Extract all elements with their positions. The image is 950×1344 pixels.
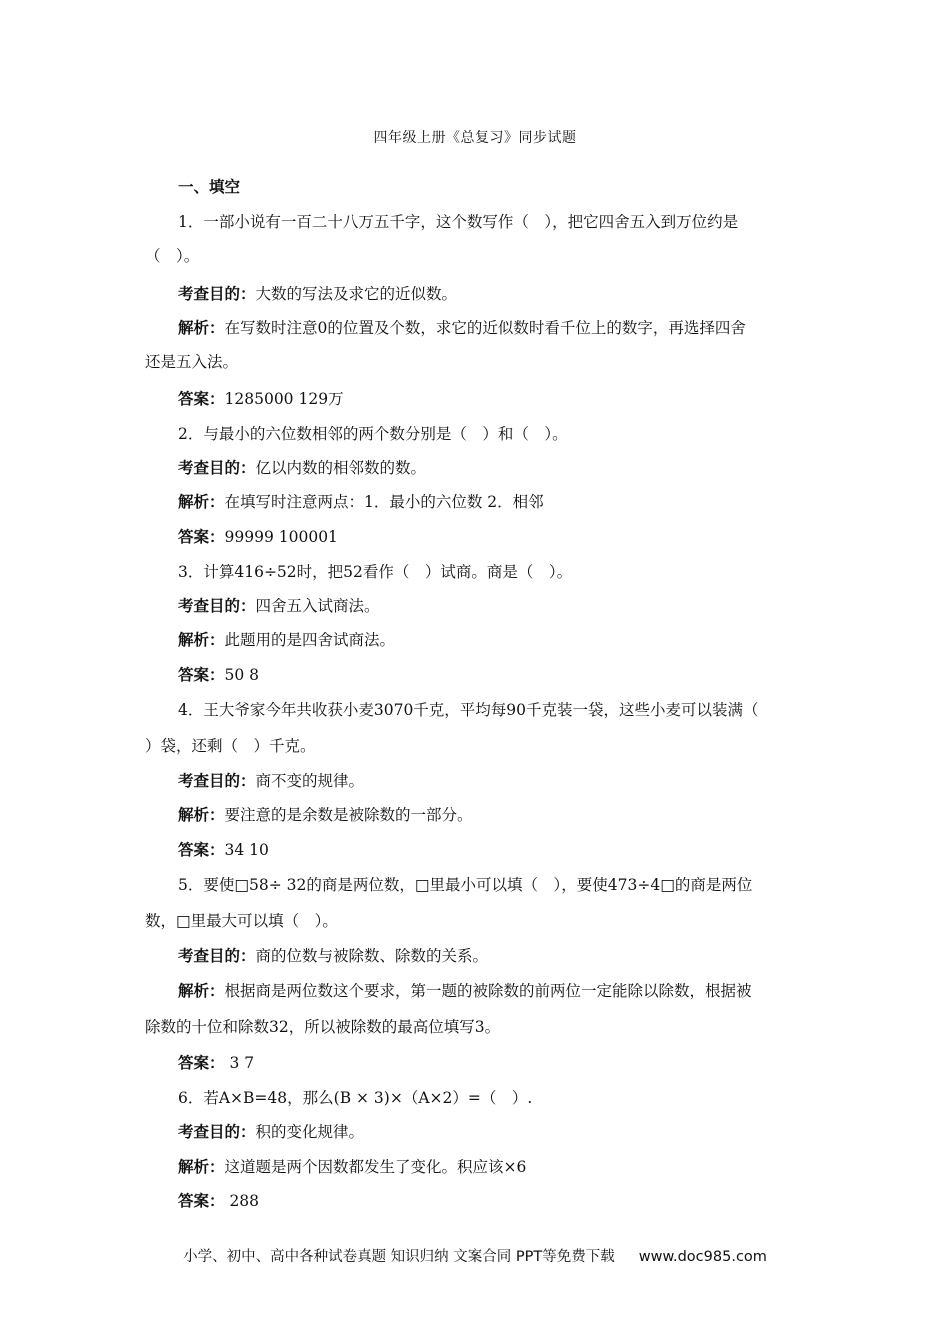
- answer-label: 答案：: [178, 1053, 225, 1072]
- analysis-text: 在填写时注意两点：1．最小的六位数 2．相邻: [224, 493, 544, 511]
- analysis-text: 这道题是两个因数都发生了变化。积应该×6: [224, 1158, 527, 1176]
- answer-label: 答案：: [178, 389, 225, 408]
- question-2-purpose: [178, 458, 818, 478]
- question-1-answer: [178, 389, 818, 409]
- question-5-purpose: [178, 946, 818, 966]
- purpose-text: 四舍五入试商法。: [255, 597, 380, 615]
- analysis-label: 解析：: [178, 805, 225, 824]
- analysis-label: 解析：: [178, 492, 225, 511]
- question-5-line-1: 5．要使□58÷ 32的商是两位数，□里最小可以填（ ），要使473÷4□的商是两位: [178, 876, 753, 894]
- purpose-text: 大数的写法及求它的近似数。: [255, 285, 458, 303]
- page-title: 四年级上册《总复习》同步试题: [373, 130, 577, 146]
- answer-label: 答案：: [178, 665, 225, 684]
- question-5-answer: [178, 1053, 818, 1073]
- question-4-purpose: [178, 771, 818, 791]
- analysis-text: 根据商是两位数这个要求，第一题的被除数的前两位一定能除以除数，根据被: [224, 982, 752, 1000]
- answer-text: 1285000 129万: [224, 390, 344, 408]
- footer-text: 小学、初中、高中各种试卷真题 知识归纳 文案合同 PPT等免费下载: [183, 1249, 615, 1265]
- question-2-analysis: [178, 492, 818, 512]
- purpose-label: 考查目的：: [178, 946, 256, 965]
- answer-label: 答案：: [178, 527, 225, 546]
- question-4-line-1: 4．王大爷家今年共收获小麦3070千克，平均每90千克装一袋，这些小麦可以装满（: [178, 701, 759, 719]
- question-5-line-2: 数，□里最大可以填（ ）。: [145, 912, 338, 930]
- question-1-analysis: [178, 318, 818, 338]
- answer-text: 3 7: [224, 1054, 255, 1072]
- answer-text: 288: [224, 1192, 260, 1210]
- question-4-line-2: ）袋，还剩（ ）千克。: [145, 737, 316, 755]
- footer-site-link[interactable]: www.doc985.com: [638, 1249, 767, 1265]
- purpose-text: 商不变的规律。: [255, 772, 365, 790]
- question-6-purpose: [178, 1122, 818, 1142]
- question-1-purpose: [178, 284, 818, 304]
- question-6-line-1: 6．若A×B=48，那么(B × 3)×（A×2）=（ ）.: [178, 1089, 533, 1107]
- purpose-text: 商的位数与被除数、除数的关系。: [255, 947, 489, 965]
- question-1-line-1: 1．一部小说有一百二十八万五千字，这个数写作（ ），把它四舍五入到万位约是: [178, 213, 739, 231]
- question-3-line-1: 3．计算416÷52时，把52看作（ ）试商。商是（ ）。: [178, 563, 573, 581]
- page-footer: [0, 1245, 950, 1266]
- analysis-label: 解析：: [178, 1157, 225, 1176]
- purpose-label: 考查目的：: [178, 458, 256, 477]
- answer-label: 答案：: [178, 1191, 225, 1210]
- section-heading: 一、填空: [178, 177, 241, 196]
- question-4-analysis: [178, 805, 818, 825]
- purpose-label: 考查目的：: [178, 596, 256, 615]
- question-5-analysis: [178, 981, 818, 1001]
- question-6-answer: [178, 1191, 818, 1211]
- answer-text: 34 10: [224, 841, 269, 859]
- purpose-label: 考查目的：: [178, 1122, 256, 1141]
- purpose-label: 考查目的：: [178, 284, 256, 303]
- purpose-label: 考查目的：: [178, 771, 256, 790]
- analysis-text: 此题用的是四舍试商法。: [224, 631, 396, 649]
- analysis-label: 解析：: [178, 981, 225, 1000]
- question-3-analysis: [178, 630, 818, 650]
- question-3-purpose: [178, 596, 818, 616]
- answer-text: 50 8: [224, 666, 260, 684]
- question-2-line-1: 2．与最小的六位数相邻的两个数分别是（ ）和（ ）。: [178, 425, 568, 443]
- question-3-answer: [178, 665, 818, 685]
- answer-label: 答案：: [178, 840, 225, 859]
- question-4-answer: [178, 840, 818, 860]
- question-5-analysis-line-2: 除数的十位和除数32，所以被除数的最高位填写3。: [145, 1018, 501, 1036]
- question-1-line-2: （ ）。: [145, 247, 200, 265]
- answer-text: 99999 100001: [224, 528, 338, 546]
- question-6-analysis: [178, 1157, 818, 1177]
- question-2-answer: [178, 527, 818, 547]
- purpose-text: 积的变化规律。: [255, 1123, 365, 1141]
- analysis-label: 解析：: [178, 318, 225, 337]
- purpose-text: 亿以内数的相邻数的数。: [255, 459, 427, 477]
- question-1-analysis-line-2: 还是五入法。: [145, 353, 239, 371]
- analysis-label: 解析：: [178, 630, 225, 649]
- analysis-text: 要注意的是余数是被除数的一部分。: [224, 806, 473, 824]
- analysis-text: 在写数时注意0的位置及个数，求它的近似数时看千位上的数字，再选择四舍: [224, 319, 746, 337]
